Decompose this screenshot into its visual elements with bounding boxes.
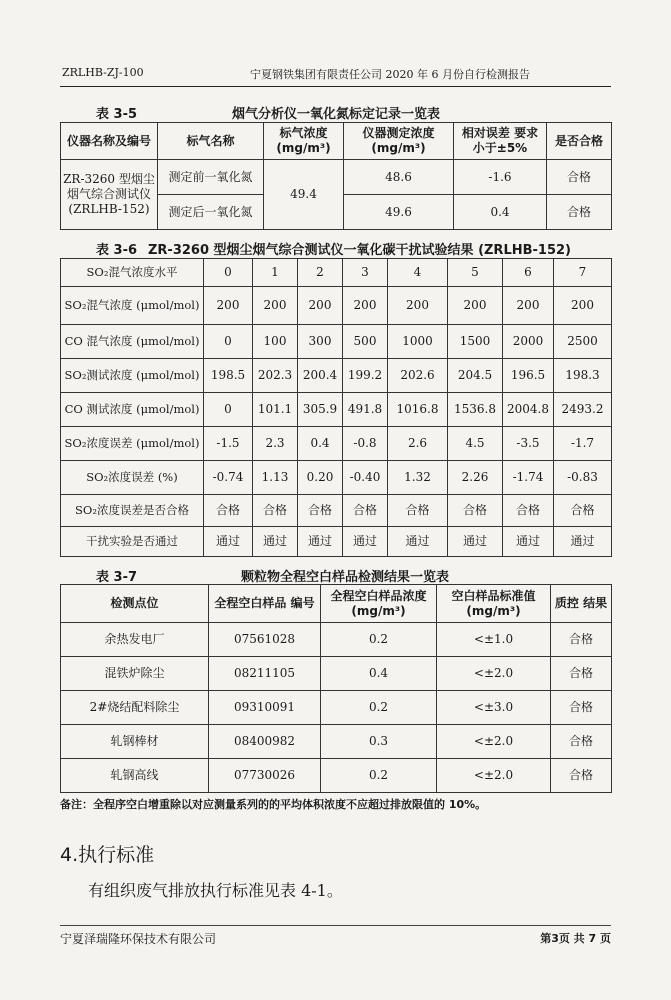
table-cell-std: <±2.0 [437,759,551,793]
table-cell: 0 [204,325,253,359]
table-cell: 合格 [204,495,253,527]
table-cell: 0 [204,259,253,287]
table-cell-result: 合格 [551,623,612,657]
t35-h-measured: 仪器测定浓度 (mg/m³) [344,123,454,160]
doc-code: ZRLHB-ZJ-100 [62,66,144,79]
table-cell: 305.9 [298,393,343,427]
table-cell: 1.13 [253,461,298,495]
t35-gas-before: 测定前一氧化氮 [158,160,264,195]
table-cell: -0.40 [343,461,388,495]
row-label: SO₂浓度误差 (%) [61,461,204,495]
table-cell: -0.74 [204,461,253,495]
row-label: SO₂测试浓度 (μmol/mol) [61,359,204,393]
row-label: SO₂混气浓度 (μmol/mol) [61,287,204,325]
table-row [61,657,612,691]
table-cell: 合格 [448,495,503,527]
table-cell: 通过 [503,527,554,557]
row-label: CO 测试浓度 (μmol/mol) [61,393,204,427]
table-row [61,495,612,527]
table-cell: 2500 [554,325,612,359]
t35-pass-after: 合格 [547,195,612,230]
row-label: 干扰实验是否通过 [61,527,204,557]
t35-measured-before: 48.6 [344,160,454,195]
table-cell: 101.1 [253,393,298,427]
table-cell: 198.3 [554,359,612,393]
t35-pass-before: 合格 [547,160,612,195]
table-cell: 199.2 [343,359,388,393]
table-cell-conc: 0.3 [321,725,437,759]
t35-h-error: 相对误差 要求小于±5% [454,123,547,160]
footer-company: 宁夏泽瑞隆环保技术有限公司 [60,932,217,946]
section-title: 4.执行标准 [60,844,155,866]
table-cell-conc: 0.2 [321,691,437,725]
table-cell: 204.5 [448,359,503,393]
table-cell: 5 [448,259,503,287]
table-row [61,427,612,461]
table36-label: 表 3-6 [96,243,138,258]
t35-error-before: -1.6 [454,160,547,195]
table-row [61,325,612,359]
table-cell: 通过 [554,527,612,557]
table-cell-site: 2#烧结配料除尘 [61,691,209,725]
t35-h-pass: 是否合格 [547,123,612,160]
table-cell: 合格 [554,495,612,527]
table-cell: 1.32 [388,461,448,495]
table-cell-conc: 0.2 [321,759,437,793]
table-row [61,461,612,495]
table-cell-conc: 0.4 [321,657,437,691]
table35-label: 表 3-5 [96,107,138,122]
table-cell: 2004.8 [503,393,554,427]
table-cell: 0 [204,393,253,427]
table-cell-conc: 0.2 [321,623,437,657]
table-cell: -1.7 [554,427,612,461]
table-cell: 7 [554,259,612,287]
table-row [61,359,612,393]
table36 [60,258,612,557]
table-cell-std: <±2.0 [437,725,551,759]
table-cell: 4 [388,259,448,287]
header-divider [60,86,611,87]
t35-std-conc: 49.4 [264,160,344,230]
t35-h-std: 标气浓度 (mg/m³) [264,123,344,160]
table-cell: 1536.8 [448,393,503,427]
table-row [61,725,612,759]
table-cell-std: <±3.0 [437,691,551,725]
table-cell-result: 合格 [551,691,612,725]
t37-h-site: 检测点位 [61,585,209,623]
table-cell: 4.5 [448,427,503,461]
t35-h-instrument: 仪器名称及编号 [61,123,158,160]
table-cell: 202.6 [388,359,448,393]
row-label: CO 混气浓度 (μmol/mol) [61,325,204,359]
table-cell-id: 07561028 [209,623,321,657]
page-header [62,66,609,84]
table-cell-id: 07730026 [209,759,321,793]
table-cell-std: <±2.0 [437,657,551,691]
table35-title: 烟气分析仪一氧化氮标定记录一览表 [232,107,441,122]
table-cell-site: 混铁炉除尘 [61,657,209,691]
table-cell: 1016.8 [388,393,448,427]
table-cell-id: 09310091 [209,691,321,725]
table-cell: 通过 [204,527,253,557]
table-cell: 100 [253,325,298,359]
table-cell: 合格 [253,495,298,527]
table-cell-site: 余热发电厂 [61,623,209,657]
table-cell: -0.83 [554,461,612,495]
table-cell: 3 [343,259,388,287]
table-cell: 2 [298,259,343,287]
table-cell: 198.5 [204,359,253,393]
table-cell: 2493.2 [554,393,612,427]
t35-gas-after: 测定后一氧化氮 [158,195,264,230]
table-cell: 通过 [253,527,298,557]
table-cell: -1.5 [204,427,253,461]
table-cell: 200 [204,287,253,325]
table-cell: 2.6 [388,427,448,461]
table-note: 备注：全程序空白增重除以对应测量系列的的平均体积浓度不应超过排放限值的 10%。 [60,798,487,811]
t35-h-gas: 标气名称 [158,123,264,160]
table-cell: 300 [298,325,343,359]
table-cell: 6 [503,259,554,287]
t35-error-after: 0.4 [454,195,547,230]
table-row [61,393,612,427]
table-cell: 1500 [448,325,503,359]
table-cell: 200 [298,287,343,325]
table35 [60,122,612,230]
table-cell: -1.74 [503,461,554,495]
table-cell: -3.5 [503,427,554,461]
table-cell: 合格 [388,495,448,527]
table-cell: 200 [503,287,554,325]
table-cell: 2.26 [448,461,503,495]
t37-h-id: 全程空白样品 编号 [209,585,321,623]
table-cell: -0.8 [343,427,388,461]
table-cell-id: 08400982 [209,725,321,759]
t35-measured-after: 49.6 [344,195,454,230]
table-cell: 0.4 [298,427,343,461]
row-label: SO₂浓度误差是否合格 [61,495,204,527]
table-cell: 合格 [298,495,343,527]
row-label: SO₂混气浓度水平 [61,259,204,287]
table-cell: 200 [388,287,448,325]
table-cell: 200 [448,287,503,325]
table-row [61,623,612,657]
t37-h-conc: 全程空白样品浓度 (mg/m³) [321,585,437,623]
table-cell: 合格 [503,495,554,527]
table-row [61,259,612,287]
footer-page-number: 第3页 共 7 页 [540,932,611,945]
table-cell: 200 [253,287,298,325]
table-row [61,759,612,793]
table-cell: 通过 [388,527,448,557]
table-cell: 通过 [448,527,503,557]
t37-h-std: 空白样品标准值 (mg/m³) [437,585,551,623]
row-label: SO₂浓度误差 (μmol/mol) [61,427,204,461]
table-cell: 1 [253,259,298,287]
header-title: 宁夏钢铁集团有限责任公司 2020 年 6 月份自行检测报告 [250,68,530,81]
table-cell: 202.3 [253,359,298,393]
t37-h-result: 质控 结果 [551,585,612,623]
table-cell-site: 轧钢高线 [61,759,209,793]
table-cell: 200 [343,287,388,325]
table-row [61,287,612,325]
t35-instrument: ZR-3260 型烟尘烟气综合测试仪 (ZRLHB-152) [61,160,158,230]
table-cell-result: 合格 [551,725,612,759]
table-cell: 200 [554,287,612,325]
table-cell: 2.3 [253,427,298,461]
section-paragraph: 有组织废气排放执行标准见表 4-1。 [88,881,343,900]
table-cell: 491.8 [343,393,388,427]
table-cell: 196.5 [503,359,554,393]
table-cell: 0.20 [298,461,343,495]
table-cell: 合格 [343,495,388,527]
table36-title: ZR-3260 型烟尘烟气综合测试仪一氧化碳干扰试验结果 (ZRLHB-152) [148,243,571,258]
table-cell-result: 合格 [551,657,612,691]
table-cell: 1000 [388,325,448,359]
table37 [60,584,612,793]
table37-title: 颗粒物全程空白样品检测结果一览表 [241,570,450,585]
table-cell: 通过 [298,527,343,557]
table-cell-std: <±1.0 [437,623,551,657]
table-row [61,691,612,725]
table-cell-result: 合格 [551,759,612,793]
table-cell: 500 [343,325,388,359]
table37-label: 表 3-7 [96,570,138,585]
table-cell: 200.4 [298,359,343,393]
table-cell-site: 轧钢棒材 [61,725,209,759]
table-cell: 2000 [503,325,554,359]
footer-divider [60,925,611,926]
table-row [61,527,612,557]
table-cell-id: 08211105 [209,657,321,691]
table-cell: 通过 [343,527,388,557]
